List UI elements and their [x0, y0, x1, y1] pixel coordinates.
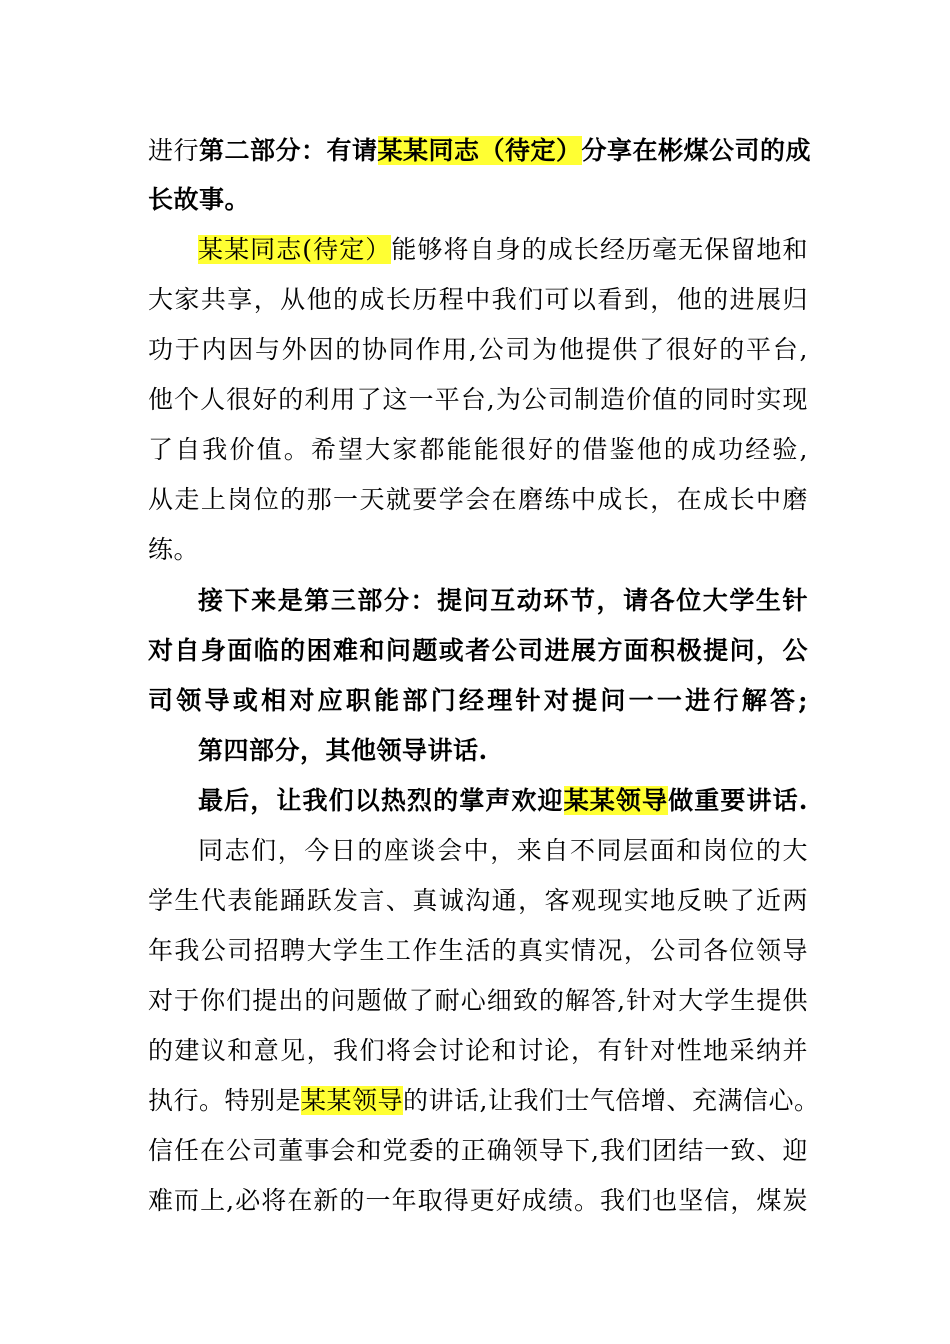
p3-line-2: 对自身面临的困难和问题或者公司进展方面积极提问，公 [148, 636, 808, 665]
p6-line-5: 的建议和意见，我们将会讨论和讨论，有针对性地采纳并 [148, 1036, 808, 1065]
p6-line-8: 难而上,必将在新的一年取得更好成绩。我们也坚信，煤炭 [148, 1186, 808, 1215]
highlighted-name: 某某领导 [301, 1086, 404, 1115]
p6-line-6 [148, 1081, 820, 1121]
p5-line-1 [198, 781, 808, 821]
p1-line-1 [148, 131, 812, 171]
p1-line-2: 长故事。 [148, 185, 251, 214]
p6-line-7: 信任在公司董事会和党委的正确领导下,我们团结一致、迎 [148, 1136, 808, 1165]
bold-text-run: 分享在彬煤公司的成 [581, 136, 812, 165]
p6-line-3: 年我公司招聘大学生工作生活的真实情况，公司各位领导 [148, 936, 808, 965]
p6-line-2: 学生代表能踊跃发言、真诚沟通，客观现实地反映了近两 [148, 886, 808, 915]
p3-line-1: 接下来是第三部分：提问互动环节，请各位大学生针 [198, 586, 808, 615]
p2-line-6: 从走上岗位的那一天就要学会在磨练中成长，在成长中磨 [148, 485, 808, 514]
text-run: 进行 [148, 136, 200, 165]
p6-line-4: 对于你们提出的问题做了耐心细致的解答,针对大学生提供 [148, 986, 808, 1015]
p6-line-1: 同志们，今日的座谈会中，来自不同层面和岗位的大 [198, 836, 808, 865]
p2-line-7: 练。 [148, 535, 200, 564]
bold-text-run: 第二部分：有请 [199, 136, 378, 165]
highlighted-name: 某某领导 [563, 786, 669, 815]
p3-line-3: 司领导或相对应职能部门经理针对提问一一进行解答; [148, 686, 808, 715]
highlighted-name: 某某同志（待定） [377, 136, 582, 165]
p2-line-5: 了自我价值。希望大家都能能很好的借鉴他的成功经验, [148, 435, 808, 464]
p2-line-4: 他个人很好的利用了这一平台,为公司制造价值的同时实现 [148, 385, 808, 414]
p2-line-2: 大家共享，从他的成长历程中我们可以看到，他的进展归 [148, 285, 808, 314]
p2-line-1 [198, 230, 808, 270]
text-run: 的讲话,让我们士气倍增、充满信心。 [403, 1086, 820, 1115]
highlighted-name: 某某同志(待定） [198, 235, 392, 264]
p2-line-3: 功于内因与外因的协同作用,公司为他提供了很好的平台, [148, 335, 808, 364]
text-run: 最后，让我们以热烈的掌声欢迎 [198, 786, 564, 815]
text-run: 做重要讲话. [668, 786, 808, 815]
text-run: 执行。特别是 [148, 1086, 302, 1115]
text-run: 能够将自身的成长经历毫无保留地和 [391, 235, 808, 264]
p4-line-1: 第四部分，其他领导讲话. [198, 736, 488, 765]
